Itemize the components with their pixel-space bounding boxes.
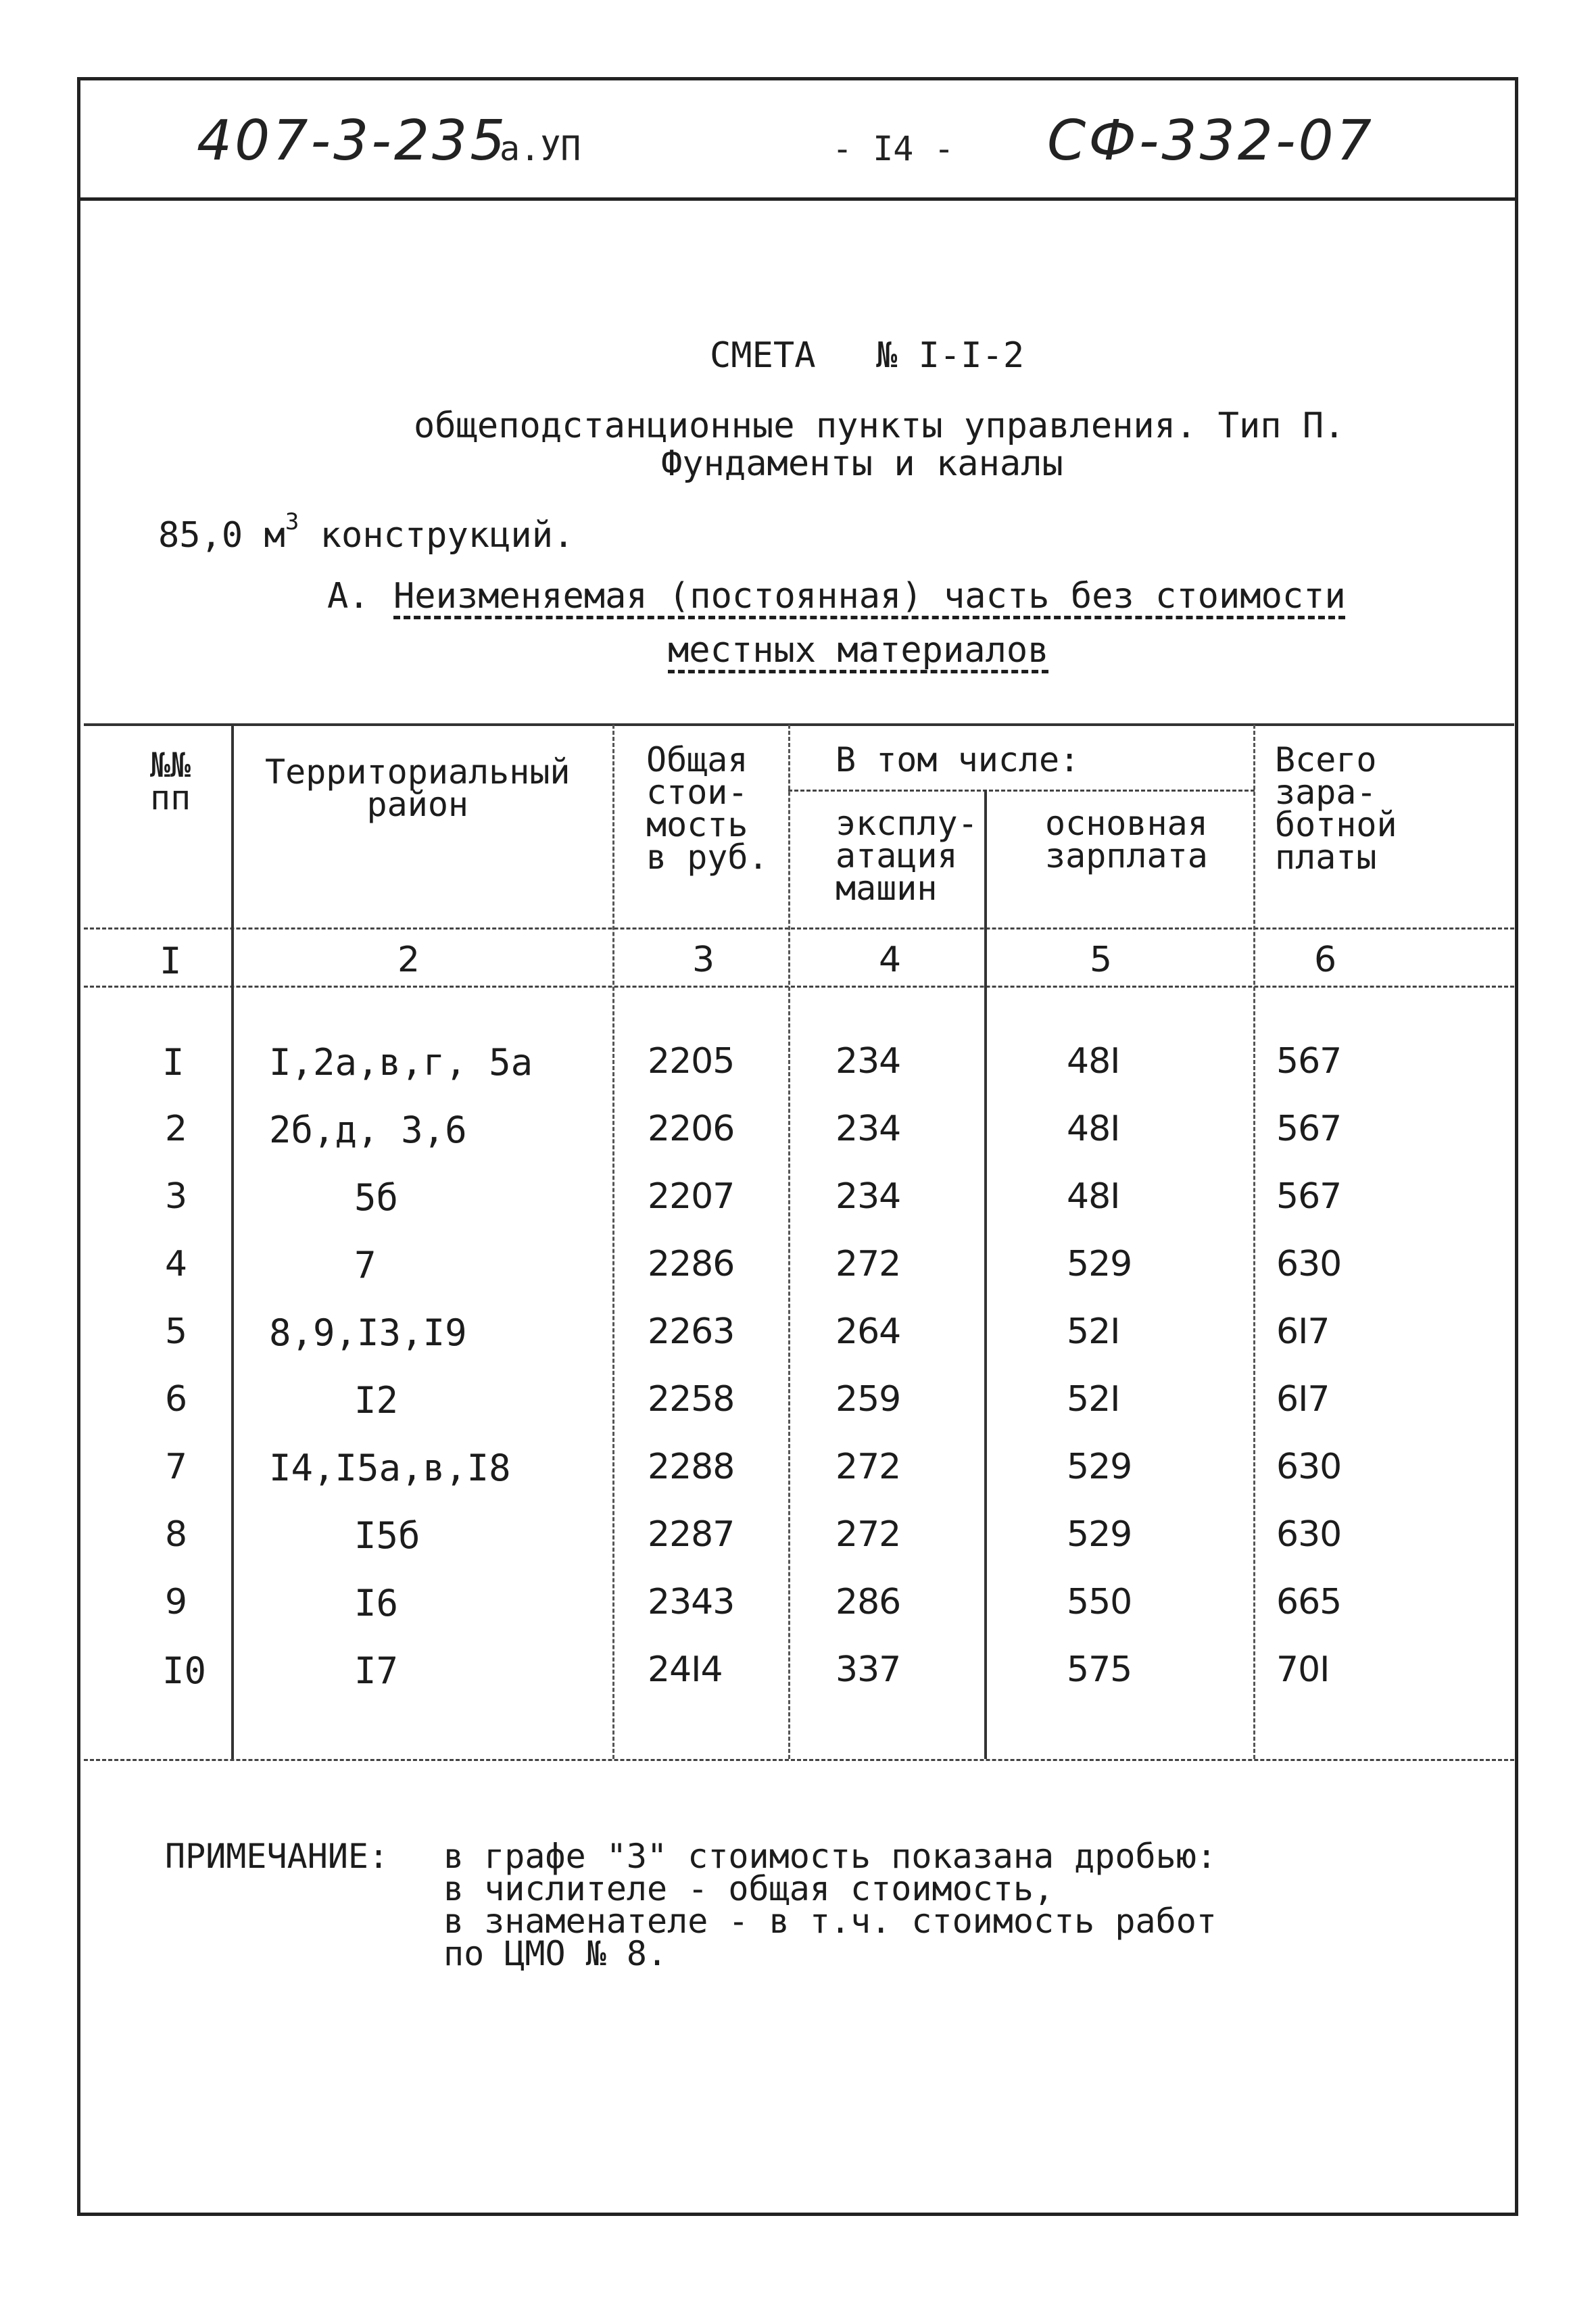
group-header-divider: [788, 790, 1255, 792]
header-bottom-divider: [84, 927, 1514, 930]
column-number-1: I: [160, 940, 182, 982]
table-top-border: [84, 723, 1514, 726]
salary-cell: 529: [1067, 1447, 1132, 1487]
header-total-wages: Всего зара- ботной платы: [1275, 740, 1397, 877]
machines-cell: 286: [836, 1582, 901, 1622]
total-salary-cell: 70I: [1276, 1649, 1330, 1690]
region-cell: I2: [354, 1379, 399, 1422]
column-divider-5: [1253, 725, 1255, 1759]
column-numbers-divider: [84, 986, 1514, 988]
column-number-4: 4: [879, 940, 901, 980]
machines-cell: 259: [836, 1379, 901, 1420]
estimate-number: № I-I-2: [876, 335, 1025, 376]
table-bottom-border: [84, 1759, 1514, 1761]
total-cost-cell: 2287: [648, 1514, 735, 1555]
total-cost-cell: 2343: [648, 1582, 735, 1622]
salary-cell: 52I: [1067, 1311, 1120, 1352]
total-cost-cell: 2286: [648, 1244, 735, 1284]
column-divider-4: [984, 790, 987, 1759]
salary-cell: 529: [1067, 1514, 1132, 1555]
column-number-5: 5: [1090, 940, 1112, 980]
machines-cell: 234: [836, 1109, 901, 1149]
section-title-line-2: местных материалов: [668, 630, 1049, 671]
total-salary-cell: 630: [1276, 1244, 1342, 1284]
volume-line: 85,0 $м^3$ конструкций.: [158, 508, 575, 556]
note-label: ПРИМЕЧАНИЕ:: [165, 1837, 389, 1876]
total-salary-cell: 567: [1276, 1041, 1342, 1082]
row-number: 3: [165, 1176, 187, 1217]
total-cost-cell: 2258: [648, 1379, 735, 1420]
machines-cell: 234: [836, 1041, 901, 1082]
machines-cell: 264: [836, 1311, 901, 1352]
header-machine-operation: эксплу- атация машин: [836, 804, 978, 908]
salary-cell: 575: [1067, 1649, 1132, 1690]
row-number: 5: [165, 1311, 187, 1352]
document-code: СФ-332-07: [1047, 109, 1374, 173]
total-cost-cell: 2205: [648, 1041, 735, 1082]
total-salary-cell: 6I7: [1276, 1311, 1330, 1352]
column-number-2: 2: [397, 940, 420, 980]
estimate-heading: СМЕТА: [710, 335, 816, 376]
subtitle-line-2: Фундаменты и каналы: [661, 443, 1063, 484]
column-number-3: 3: [692, 940, 715, 980]
total-salary-cell: 630: [1276, 1514, 1342, 1555]
region-cell: 5б: [354, 1176, 399, 1219]
region-cell: 8,9,I3,I9: [269, 1311, 467, 1354]
page-number: - I4 -: [832, 129, 954, 168]
region-cell: I4,I5а,в,I8: [269, 1447, 511, 1489]
total-cost-cell: 2206: [648, 1109, 735, 1149]
salary-cell: 529: [1067, 1244, 1132, 1284]
machines-cell: 272: [836, 1514, 901, 1555]
subtitle-line-1: общеподстанционные пункты управления. Тип П.: [414, 406, 1345, 446]
machines-cell: 234: [836, 1176, 901, 1217]
column-divider-3: [788, 725, 790, 1759]
total-cost-cell: 2207: [648, 1176, 735, 1217]
column-divider-1: [231, 725, 234, 1759]
column-number-6: 6: [1314, 940, 1336, 980]
region-cell: I6: [354, 1582, 399, 1624]
salary-cell: 48I: [1067, 1041, 1120, 1082]
header-base-salary: основная зарплата: [1045, 804, 1208, 875]
row-number: 7: [165, 1447, 187, 1487]
row-number: 4: [165, 1244, 187, 1284]
total-cost-cell: 24I4: [648, 1649, 723, 1690]
section-title-line-1: Неизменяемая (постоянная) часть без стоимости: [393, 576, 1346, 617]
total-salary-cell: 665: [1276, 1582, 1342, 1622]
total-salary-cell: 6I7: [1276, 1379, 1330, 1420]
header-total-cost: Общая стои- мость в руб.: [646, 740, 769, 877]
salary-cell: 550: [1067, 1582, 1132, 1622]
header-group-including: В том числе:: [836, 740, 1080, 779]
salary-cell: 48I: [1067, 1176, 1120, 1217]
machines-cell: 272: [836, 1447, 901, 1487]
row-number: 6: [165, 1379, 187, 1420]
row-number: 9: [165, 1582, 187, 1622]
section-letter: А.: [327, 576, 370, 617]
region-cell: 2б,д, 3,6: [269, 1109, 467, 1151]
note-text: в графе "3" стоимость показана дробью: в числителе - общая стоимость, в знаменателе - в т.ч. стоимость работ по ЦМО № 8.: [443, 1837, 1217, 1973]
salary-cell: 48I: [1067, 1109, 1120, 1149]
row-number: I: [162, 1041, 185, 1084]
machines-cell: 272: [836, 1244, 901, 1284]
series-code: 407-3-235: [197, 109, 508, 173]
header-region: Территориальный район: [265, 752, 571, 824]
row-number: 8: [165, 1514, 187, 1555]
salary-cell: 52I: [1067, 1379, 1120, 1420]
total-salary-cell: 630: [1276, 1447, 1342, 1487]
column-divider-2: [612, 725, 614, 1759]
total-cost-cell: 2288: [648, 1447, 735, 1487]
machines-cell: 337: [836, 1649, 901, 1690]
total-cost-cell: 2263: [648, 1311, 735, 1352]
header-row-number: №№ пп: [150, 746, 191, 817]
row-number: 2: [165, 1109, 187, 1149]
region-cell: I7: [354, 1649, 399, 1692]
total-salary-cell: 567: [1276, 1176, 1342, 1217]
region-cell: 7: [354, 1244, 377, 1286]
album-label: а.УП: [500, 129, 581, 168]
header-bar: [80, 80, 1515, 201]
total-salary-cell: 567: [1276, 1109, 1342, 1149]
row-number: I0: [162, 1649, 207, 1692]
region-cell: I,2а,в,г, 5а: [269, 1041, 533, 1084]
region-cell: I5б: [354, 1514, 420, 1557]
